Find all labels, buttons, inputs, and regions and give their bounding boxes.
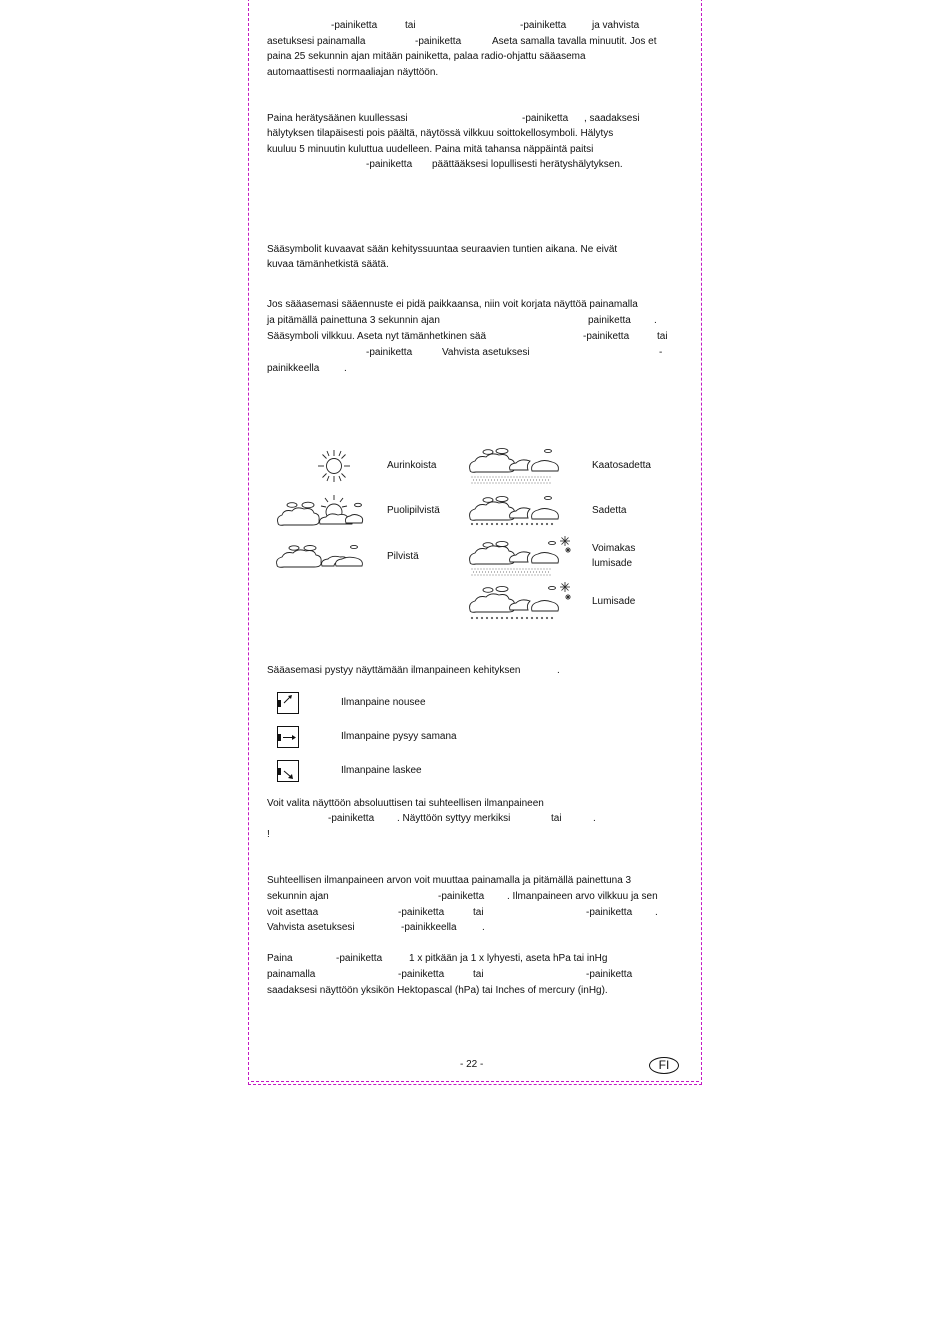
text: automaattisesti normaaliajan näyttöön. [267, 67, 439, 78]
text: -painiketta [438, 891, 485, 902]
page-number: - 22 - [460, 1059, 484, 1070]
text: Sääsymboli vilkkuu. Aseta nyt tämänhetkinen sää [267, 331, 487, 342]
text: . [593, 813, 596, 824]
text: Vahvista asetuksesi [442, 347, 530, 358]
text: . [344, 363, 347, 374]
text: tai [473, 969, 484, 980]
heavy-snow-icon [466, 535, 574, 579]
text: -painiketta [520, 20, 567, 31]
text: Sääasemasi pystyy näyttämään ilmanpaineen kehityksen [267, 665, 521, 676]
snow-label: Lumisade [592, 596, 636, 607]
text: -painiketta [398, 969, 445, 980]
text: -painiketta [328, 813, 375, 824]
text: Jos sääasemasi sääennuste ei pidä paikkaansa, niin voit korjata näyttöä painamalla [267, 299, 638, 310]
text: . Näyttöön syttyy merkiksi [397, 813, 511, 824]
heavy-snow-label: Voimakas [592, 543, 636, 554]
text: . Ilmanpaineen arvo vilkkuu ja sen [507, 891, 658, 902]
pressure-steady-icon [277, 726, 299, 748]
text: . [482, 922, 485, 933]
text: tai [657, 331, 668, 342]
text: tai [551, 813, 562, 824]
text: asetuksesi painamalla [267, 36, 366, 47]
heavy-rain-label: Kaatosadetta [592, 460, 651, 471]
text: päättääksesi lopullisesti herätyshälytyksen. [432, 159, 623, 170]
text: Vahvista asetuksesi [267, 922, 355, 933]
pressure-falling-label: Ilmanpaine laskee [341, 765, 422, 776]
text: -painiketta [366, 347, 413, 358]
snow-icon [466, 580, 574, 624]
language-badge: FI [649, 1057, 679, 1074]
pressure-rising-icon [277, 692, 299, 714]
heavy-snow-label-2: lumisade [592, 558, 633, 569]
text: Paina herätysäänen kuullessasi [267, 113, 408, 124]
cloudy-label: Pilvistä [387, 551, 419, 562]
text: -painiketta [366, 159, 413, 170]
text: -painikkeella [401, 922, 457, 933]
text: Paina [267, 953, 293, 964]
text: . [557, 665, 560, 676]
sunny-label: Aurinkoista [387, 460, 437, 471]
text: kuuluu 5 minuutin kuluttua uudelleen. Paina mitä tahansa näppäintä paitsi [267, 144, 594, 155]
text: tai [405, 20, 416, 31]
text: saadaksesi näyttöön yksikön Hektopascal (hPa) tai Inches of mercury (inHg). [267, 985, 608, 996]
pressure-falling-icon [277, 760, 299, 782]
rain-icon [466, 494, 562, 530]
text: 1 x pitkään ja 1 x lyhyesti, aseta hPa tai inHg [409, 953, 608, 964]
text: painiketta [588, 315, 631, 326]
text: -painiketta [331, 20, 378, 31]
pressure-steady-label: Ilmanpaine pysyy samana [341, 731, 457, 742]
text: -painiketta [398, 907, 445, 918]
text: -painiketta [415, 36, 462, 47]
text: ja pitämällä painettuna 3 sekunnin ajan [267, 315, 440, 326]
partly-cloudy-label: Puolipilvistä [387, 505, 440, 516]
partly-cloudy-icon [274, 493, 366, 529]
text: Suhteellisen ilmanpaineen arvon voit muuttaa painamalla ja pitämällä painettuna 3 [267, 875, 632, 886]
text: tai [473, 907, 484, 918]
text: Voit valita näyttöön absoluuttisen tai suhteellisen ilmanpaineen [267, 798, 544, 809]
text: voit asettaa [267, 907, 319, 918]
text: -painiketta [586, 969, 633, 980]
text: painamalla [267, 969, 316, 980]
text: kuvaa tämänhetkistä säätä. [267, 259, 389, 270]
text: -painiketta [583, 331, 630, 342]
rain-label: Sadetta [592, 505, 627, 516]
sun-icon [316, 448, 352, 484]
pressure-rising-label: Ilmanpaine nousee [341, 697, 426, 708]
text: ja vahvista [592, 20, 640, 31]
text: Sääsymbolit kuvaavat sään kehityssuuntaa seuraavien tuntien aikana. Ne eivät [267, 244, 618, 255]
text: painikkeella [267, 363, 320, 374]
text: -painiketta [336, 953, 383, 964]
text: paina 25 sekunnin ajan mitään painiketta, palaa radio-ohjattu sääasema [267, 51, 586, 62]
text: - [659, 347, 663, 358]
heavy-rain-icon [466, 446, 562, 488]
text: sekunnin ajan [267, 891, 329, 902]
text: -painiketta [586, 907, 633, 918]
cloudy-icon [274, 543, 366, 571]
text: Aseta samalla tavalla minuutit. Jos et [492, 36, 657, 47]
text: ! [267, 829, 270, 840]
text: . [655, 907, 658, 918]
text: , saadaksesi [584, 113, 640, 124]
text: . [654, 315, 657, 326]
text: hälytyksen tilapäisesti pois päältä, näytössä vilkkuu soittokellosymboli. Hälytys [267, 128, 614, 139]
text: -painiketta [522, 113, 569, 124]
